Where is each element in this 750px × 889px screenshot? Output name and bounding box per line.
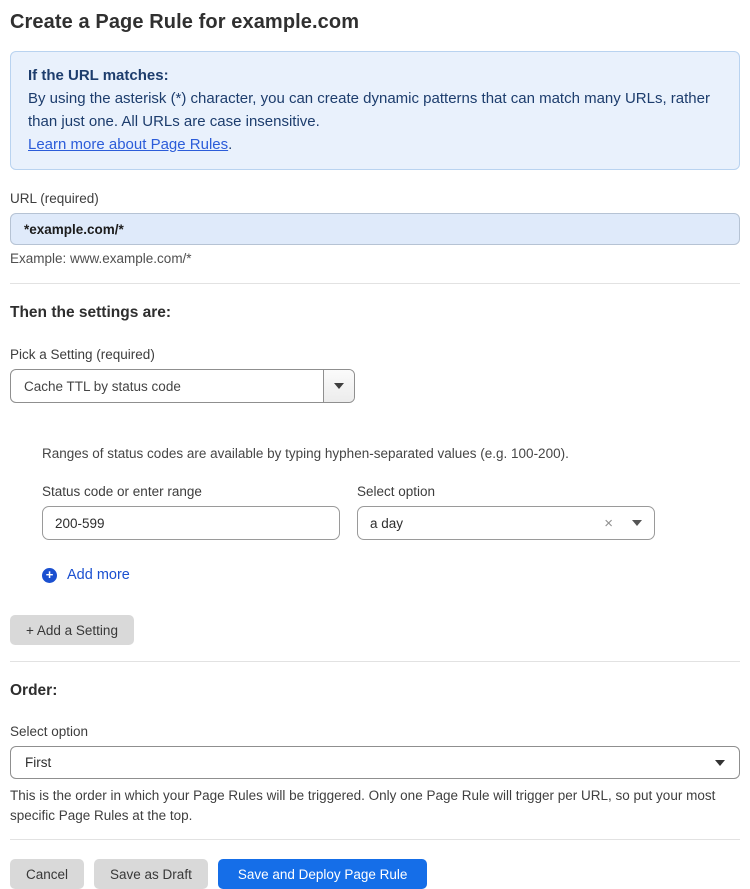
pick-setting-label: Pick a Setting (required) xyxy=(10,347,155,362)
ttl-select-value: a day xyxy=(370,515,404,531)
status-code-column xyxy=(42,484,340,540)
ttl-select-column xyxy=(357,484,655,540)
info-box-link-line xyxy=(28,133,722,156)
add-more-label: Add more xyxy=(67,567,130,583)
url-example-text: Example: www.example.com/* xyxy=(10,251,192,266)
info-box-heading: If the URL matches: xyxy=(28,67,169,84)
status-code-input[interactable] xyxy=(42,506,340,540)
order-select-label: Select option xyxy=(10,724,89,739)
divider xyxy=(10,283,740,284)
ttl-select-dropdown[interactable] xyxy=(357,506,655,540)
clear-icon[interactable]: × xyxy=(604,514,613,532)
settings-section-heading: Then the settings are: xyxy=(10,304,172,321)
footer-actions xyxy=(10,859,740,889)
url-match-info-box xyxy=(10,51,740,170)
ttl-select-label: Select option xyxy=(357,484,436,499)
save-deploy-button[interactable]: Save and Deploy Page Rule xyxy=(218,859,428,889)
chevron-down-icon xyxy=(632,520,642,526)
order-section-heading: Order: xyxy=(10,682,58,699)
info-box-body xyxy=(28,87,722,133)
pick-setting-dropdown[interactable] xyxy=(10,369,355,403)
chevron-down-icon xyxy=(715,760,725,766)
plus-circle-icon: + xyxy=(42,568,57,583)
cancel-button[interactable]: Cancel xyxy=(10,859,84,889)
status-code-label: Status code or enter range xyxy=(42,484,202,499)
divider xyxy=(10,661,740,662)
info-box-body-text: By using the asterisk (*) character, you can create dynamic patterns that can match many URLs, rather than just one. All URLs are case insensitive. xyxy=(28,90,710,130)
add-more-link[interactable] xyxy=(42,567,130,583)
page-title: Create a Page Rule for example.com xyxy=(10,11,360,33)
status-range-hint: Ranges of status codes are available by typing hyphen-separated values (e.g. 100-200). xyxy=(42,446,569,461)
page-rule-form xyxy=(0,11,750,889)
url-field-label: URL (required) xyxy=(10,191,99,206)
pick-setting-value: Cache TTL by status code xyxy=(24,378,181,394)
dropdown-arrow-button[interactable] xyxy=(323,370,354,402)
learn-more-link[interactable]: Learn more about Page Rules xyxy=(28,136,229,153)
order-select-value: First xyxy=(25,755,52,770)
divider xyxy=(10,839,740,840)
status-code-row xyxy=(42,484,740,540)
url-input[interactable] xyxy=(10,213,740,245)
order-select-dropdown[interactable] xyxy=(10,746,740,779)
add-setting-button[interactable]: + Add a Setting xyxy=(10,615,134,645)
chevron-down-icon xyxy=(334,383,344,389)
link-period: . xyxy=(228,136,233,153)
save-draft-button[interactable]: Save as Draft xyxy=(94,859,208,889)
order-help-text: This is the order in which your Page Rules will be triggered. Only one Page Rule will trigger per URL, so put your most specific Page Rules at the top. xyxy=(10,788,716,823)
